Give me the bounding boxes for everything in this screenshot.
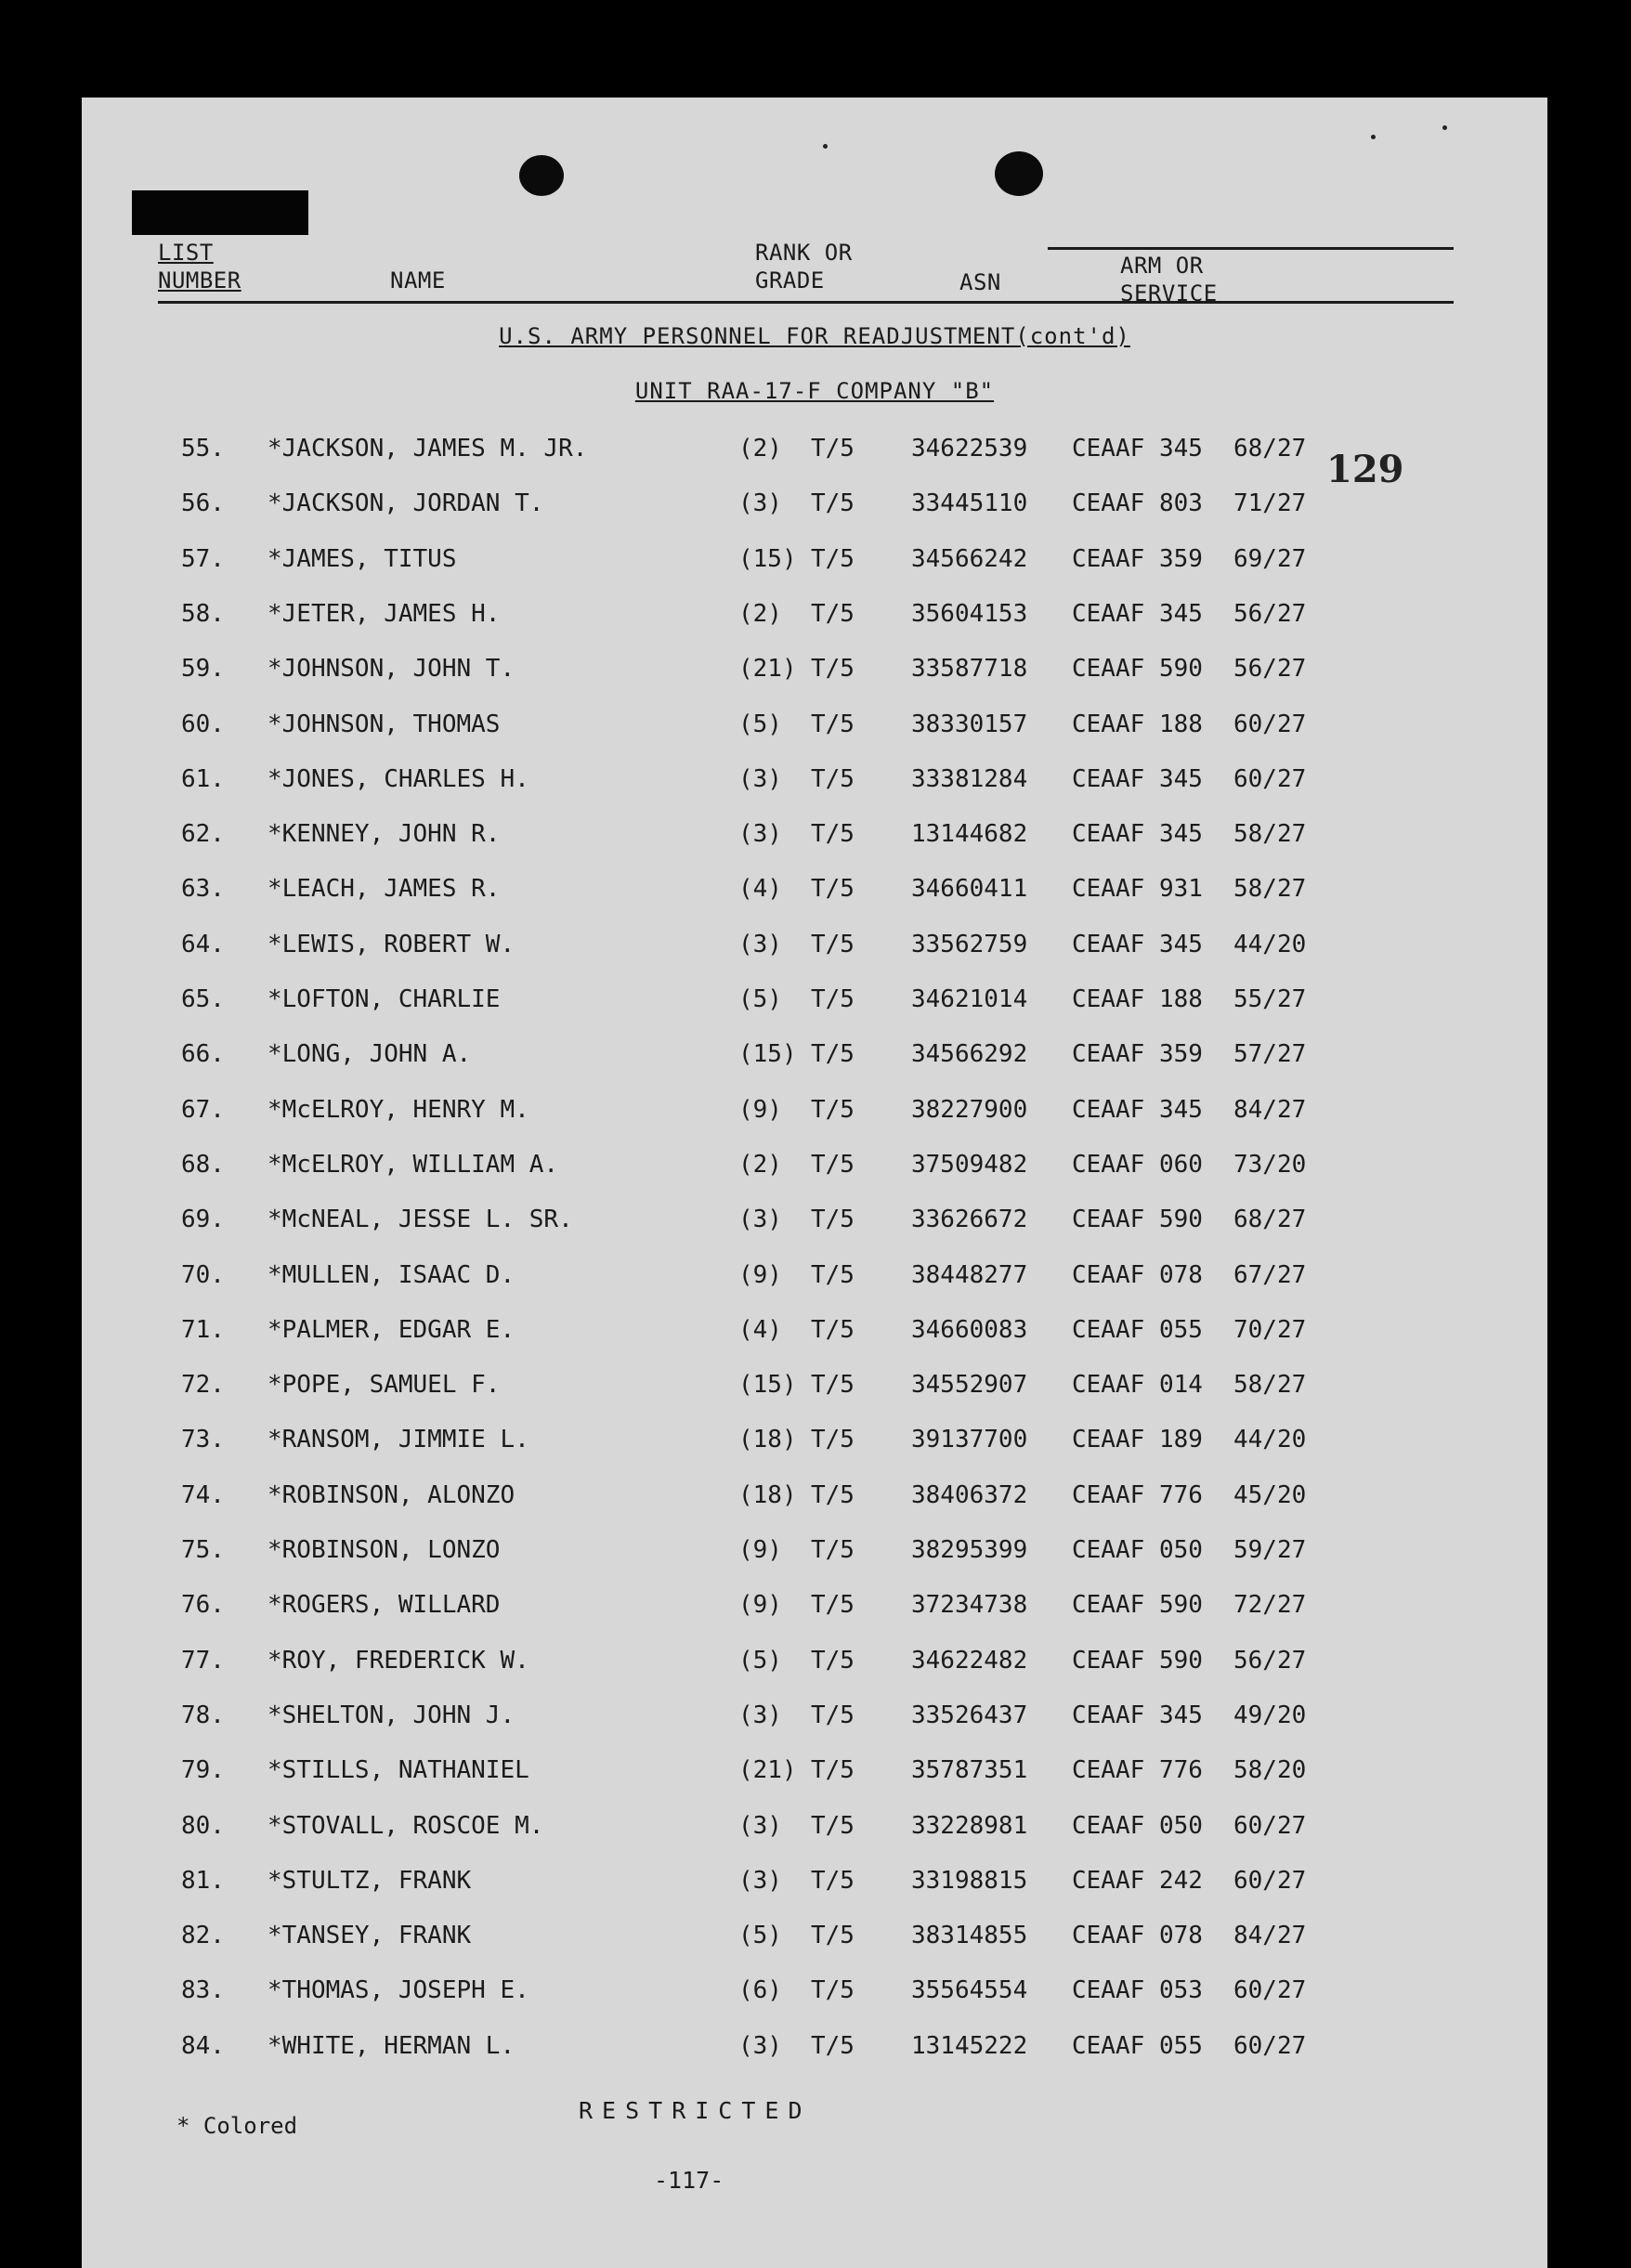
asn-number: 33381284 bbox=[911, 764, 1028, 793]
person-name: *JOHNSON, JOHN T. bbox=[267, 655, 515, 684]
arm-service: CEAAF bbox=[1072, 1260, 1145, 1289]
arm-service: CEAAF bbox=[1072, 764, 1145, 793]
list-number: 82. bbox=[181, 1922, 225, 1950]
person-name: *JONES, CHARLES H. bbox=[267, 764, 529, 793]
service-code: 014 bbox=[1159, 1371, 1203, 1400]
asn-number: 38295399 bbox=[911, 1536, 1028, 1564]
ink-speck bbox=[823, 144, 828, 149]
asn-number: 38406372 bbox=[911, 1480, 1028, 1509]
rank-grade: T/5 bbox=[811, 820, 855, 849]
rank-grade: T/5 bbox=[811, 710, 855, 738]
punch-hole-left bbox=[519, 155, 564, 196]
score-ratio: 44/20 bbox=[1233, 930, 1307, 958]
person-name: *ROGERS, WILLARD bbox=[267, 1591, 501, 1620]
arm-service: CEAAF bbox=[1072, 1315, 1145, 1344]
score-ratio: 59/27 bbox=[1233, 1536, 1307, 1564]
group-number: (6) bbox=[738, 1976, 782, 2005]
service-code: 345 bbox=[1159, 1701, 1203, 1729]
arm-service: CEAAF bbox=[1072, 2031, 1145, 2060]
rank-grade: T/5 bbox=[811, 2031, 855, 2060]
arm-service: CEAAF bbox=[1072, 1206, 1145, 1234]
table-row bbox=[82, 1261, 1547, 1316]
service-code: 776 bbox=[1159, 1756, 1203, 1785]
group-number: (5) bbox=[738, 1646, 782, 1675]
arm-service: CEAAF bbox=[1072, 1866, 1145, 1895]
group-number: (2) bbox=[738, 599, 782, 628]
arm-service: CEAAF bbox=[1072, 599, 1145, 628]
arm-service: CEAAF bbox=[1072, 435, 1145, 463]
score-ratio: 58/27 bbox=[1233, 820, 1307, 849]
service-code: 078 bbox=[1159, 1260, 1203, 1289]
group-number: (9) bbox=[738, 1260, 782, 1289]
score-ratio: 73/20 bbox=[1233, 1150, 1307, 1179]
table-row bbox=[82, 1701, 1547, 1756]
restricted-stamp: RESTRICTED bbox=[579, 2097, 812, 2124]
rank-grade: T/5 bbox=[811, 1866, 855, 1895]
score-ratio: 60/27 bbox=[1233, 764, 1307, 793]
list-number: 70. bbox=[181, 1260, 225, 1289]
arm-service: CEAAF bbox=[1072, 1426, 1145, 1454]
binder-tab bbox=[132, 190, 308, 235]
score-ratio: 60/27 bbox=[1233, 1866, 1307, 1895]
person-name: *STILLS, NATHANIEL bbox=[267, 1756, 529, 1785]
score-ratio: 58/27 bbox=[1233, 875, 1307, 904]
score-ratio: 72/27 bbox=[1233, 1591, 1307, 1620]
list-number: 60. bbox=[181, 710, 225, 738]
group-number: (3) bbox=[738, 2031, 782, 2060]
name-header: NAME bbox=[390, 267, 446, 293]
rank-grade: T/5 bbox=[811, 1976, 855, 2005]
table-row bbox=[82, 1591, 1547, 1646]
arm-service: CEAAF bbox=[1072, 1646, 1145, 1675]
rank-grade: T/5 bbox=[811, 1206, 855, 1234]
service-code: 055 bbox=[1159, 1315, 1203, 1344]
table-row bbox=[82, 1316, 1547, 1371]
group-number: (3) bbox=[738, 930, 782, 958]
arm-service: CEAAF bbox=[1072, 985, 1145, 1013]
group-number: (3) bbox=[738, 764, 782, 793]
service-code: 060 bbox=[1159, 1150, 1203, 1179]
page-number: -117- bbox=[654, 2167, 724, 2194]
table-row bbox=[82, 600, 1547, 655]
person-name: *MULLEN, ISAAC D. bbox=[267, 1260, 515, 1289]
service-code: 776 bbox=[1159, 1480, 1203, 1509]
service-code: 590 bbox=[1159, 655, 1203, 684]
service-code: 590 bbox=[1159, 1206, 1203, 1234]
list-number-header: LIST NUMBER bbox=[158, 240, 241, 293]
service-code: 345 bbox=[1159, 599, 1203, 628]
group-number: (5) bbox=[738, 985, 782, 1013]
ink-speck bbox=[1442, 125, 1447, 130]
asn-number: 34660083 bbox=[911, 1315, 1028, 1344]
asn-number: 34621014 bbox=[911, 985, 1028, 1013]
asn-number: 33445110 bbox=[911, 489, 1028, 518]
list-number: 65. bbox=[181, 985, 225, 1013]
score-ratio: 57/27 bbox=[1233, 1040, 1307, 1069]
arm-service: CEAAF bbox=[1072, 655, 1145, 684]
service-code: 189 bbox=[1159, 1426, 1203, 1454]
service-code: 345 bbox=[1159, 820, 1203, 849]
person-name: *ROBINSON, ALONZO bbox=[267, 1480, 515, 1509]
group-number: (2) bbox=[738, 1150, 782, 1179]
rank-grade: T/5 bbox=[811, 930, 855, 958]
asn-number: 13145222 bbox=[911, 2031, 1028, 2060]
rank-grade: T/5 bbox=[811, 985, 855, 1013]
punch-hole-right bbox=[995, 151, 1043, 196]
table-row bbox=[82, 655, 1547, 710]
arm-service: CEAAF bbox=[1072, 1976, 1145, 2005]
score-ratio: 56/27 bbox=[1233, 1646, 1307, 1675]
rank-grade: T/5 bbox=[811, 1591, 855, 1620]
asn-header: ASN bbox=[959, 269, 1001, 295]
rank-grade: T/5 bbox=[811, 435, 855, 463]
table-row bbox=[82, 545, 1547, 600]
asn-number: 34566242 bbox=[911, 544, 1028, 573]
header-rule-top bbox=[1048, 247, 1454, 250]
score-ratio: 84/27 bbox=[1233, 1922, 1307, 1950]
table-row bbox=[82, 985, 1547, 1040]
person-name: *JOHNSON, THOMAS bbox=[267, 710, 501, 738]
arm-service: CEAAF bbox=[1072, 1701, 1145, 1729]
person-name: *STULTZ, FRANK bbox=[267, 1866, 472, 1895]
score-ratio: 69/27 bbox=[1233, 544, 1307, 573]
group-number: (3) bbox=[738, 1866, 782, 1895]
asn-number: 34660411 bbox=[911, 875, 1028, 904]
service-code: 188 bbox=[1159, 710, 1203, 738]
group-number: (4) bbox=[738, 875, 782, 904]
group-number: (3) bbox=[738, 1701, 782, 1729]
rank-grade: T/5 bbox=[811, 1756, 855, 1785]
list-number: 69. bbox=[181, 1206, 225, 1234]
service-code: 242 bbox=[1159, 1866, 1203, 1895]
score-ratio: 56/27 bbox=[1233, 655, 1307, 684]
arm-service: CEAAF bbox=[1072, 1811, 1145, 1840]
list-number: 72. bbox=[181, 1371, 225, 1400]
asn-number: 34566292 bbox=[911, 1040, 1028, 1069]
rank-grade: T/5 bbox=[811, 1922, 855, 1950]
service-code: 590 bbox=[1159, 1646, 1203, 1675]
table-row bbox=[82, 1976, 1547, 2031]
list-number: 59. bbox=[181, 655, 225, 684]
rank-grade: T/5 bbox=[811, 1701, 855, 1729]
asn-number: 37234738 bbox=[911, 1591, 1028, 1620]
rank-grade: T/5 bbox=[811, 655, 855, 684]
person-name: *JACKSON, JORDAN T. bbox=[267, 489, 544, 518]
unit-subtitle: UNIT RAA-17-F COMPANY "B" bbox=[634, 378, 995, 404]
table-row bbox=[82, 1096, 1547, 1151]
table-row bbox=[82, 1922, 1547, 1976]
service-code: 078 bbox=[1159, 1922, 1203, 1950]
score-ratio: 49/20 bbox=[1233, 1701, 1307, 1729]
person-name: *STOVALL, ROSCOE M. bbox=[267, 1811, 544, 1840]
person-name: *KENNEY, JOHN R. bbox=[267, 820, 501, 849]
table-row bbox=[82, 1756, 1547, 1811]
person-name: *ROBINSON, LONZO bbox=[267, 1536, 501, 1564]
rank-grade: T/5 bbox=[811, 1040, 855, 1069]
asn-number: 39137700 bbox=[911, 1426, 1028, 1454]
group-number: (3) bbox=[738, 1206, 782, 1234]
rank-grade: T/5 bbox=[811, 1646, 855, 1675]
table-row bbox=[82, 875, 1547, 930]
service-code: 345 bbox=[1159, 930, 1203, 958]
rank-grade: T/5 bbox=[811, 1536, 855, 1564]
group-number: (3) bbox=[738, 1811, 782, 1840]
person-name: *McNEAL, JESSE L. SR. bbox=[267, 1206, 573, 1234]
arm-service: CEAAF bbox=[1072, 544, 1145, 573]
rank-grade: T/5 bbox=[811, 875, 855, 904]
score-ratio: 84/27 bbox=[1233, 1095, 1307, 1124]
arm-service: CEAAF bbox=[1072, 1150, 1145, 1179]
table-row bbox=[82, 931, 1547, 985]
score-ratio: 68/27 bbox=[1233, 1206, 1307, 1234]
asn-number: 35604153 bbox=[911, 599, 1028, 628]
list-number: 57. bbox=[181, 544, 225, 573]
list-number: 77. bbox=[181, 1646, 225, 1675]
service-code: 050 bbox=[1159, 1536, 1203, 1564]
score-ratio: 55/27 bbox=[1233, 985, 1307, 1013]
service-code: 345 bbox=[1159, 764, 1203, 793]
rank-grade: T/5 bbox=[811, 1095, 855, 1124]
list-number: 74. bbox=[181, 1480, 225, 1509]
list-number: 73. bbox=[181, 1426, 225, 1454]
person-name: *PALMER, EDGAR E. bbox=[267, 1315, 515, 1344]
service-code: 803 bbox=[1159, 489, 1203, 518]
asn-number: 35787351 bbox=[911, 1756, 1028, 1785]
person-name: *WHITE, HERMAN L. bbox=[267, 2031, 515, 2060]
rank-grade: T/5 bbox=[811, 544, 855, 573]
arm-service: CEAAF bbox=[1072, 489, 1145, 518]
service-code: 359 bbox=[1159, 1040, 1203, 1069]
score-ratio: 67/27 bbox=[1233, 1260, 1307, 1289]
arm-service: CEAAF bbox=[1072, 930, 1145, 958]
table-row bbox=[82, 1536, 1547, 1591]
table-row bbox=[82, 489, 1547, 544]
service-code: 359 bbox=[1159, 544, 1203, 573]
group-number: (4) bbox=[738, 1315, 782, 1344]
table-row bbox=[82, 710, 1547, 765]
footnote: * Colored bbox=[176, 2113, 298, 2139]
table-row bbox=[82, 435, 1547, 489]
group-number: (18) bbox=[738, 1480, 797, 1509]
score-ratio: 68/27 bbox=[1233, 435, 1307, 463]
score-ratio: 45/20 bbox=[1233, 1480, 1307, 1509]
service-code: 050 bbox=[1159, 1811, 1203, 1840]
score-ratio: 56/27 bbox=[1233, 599, 1307, 628]
arm-service: CEAAF bbox=[1072, 1095, 1145, 1124]
arm-service: CEAAF bbox=[1072, 1591, 1145, 1620]
group-number: (21) bbox=[738, 655, 797, 684]
arm-service: CEAAF bbox=[1072, 1480, 1145, 1509]
list-number: 63. bbox=[181, 875, 225, 904]
arm-service-header: ARM OR SERVICE bbox=[1120, 253, 1218, 306]
group-number: (9) bbox=[738, 1095, 782, 1124]
person-name: *LONG, JOHN A. bbox=[267, 1040, 472, 1069]
rank-grade: T/5 bbox=[811, 1150, 855, 1179]
list-number: 83. bbox=[181, 1976, 225, 2005]
list-number: 58. bbox=[181, 599, 225, 628]
asn-number: 33526437 bbox=[911, 1701, 1028, 1729]
rank-grade: T/5 bbox=[811, 489, 855, 518]
ink-speck bbox=[1371, 135, 1376, 139]
group-number: (5) bbox=[738, 1922, 782, 1950]
group-number: (15) bbox=[738, 544, 797, 573]
asn-number: 33587718 bbox=[911, 655, 1028, 684]
asn-number: 33562759 bbox=[911, 930, 1028, 958]
asn-number: 34622539 bbox=[911, 435, 1028, 463]
list-number: 84. bbox=[181, 2031, 225, 2060]
table-row bbox=[82, 1371, 1547, 1426]
arm-service: CEAAF bbox=[1072, 820, 1145, 849]
asn-number: 35564554 bbox=[911, 1976, 1028, 2005]
list-number: 75. bbox=[181, 1536, 225, 1564]
arm-service: CEAAF bbox=[1072, 1536, 1145, 1564]
group-number: (21) bbox=[738, 1756, 797, 1785]
asn-number: 38448277 bbox=[911, 1260, 1028, 1289]
table-row bbox=[82, 1647, 1547, 1701]
arm-service: CEAAF bbox=[1072, 1040, 1145, 1069]
table-row bbox=[82, 1151, 1547, 1206]
list-number: 68. bbox=[181, 1150, 225, 1179]
arm-service: CEAAF bbox=[1072, 1922, 1145, 1950]
table-row bbox=[82, 1812, 1547, 1867]
arm-service: CEAAF bbox=[1072, 1756, 1145, 1785]
group-number: (2) bbox=[738, 435, 782, 463]
service-code: 345 bbox=[1159, 1095, 1203, 1124]
person-name: *LOFTON, CHARLIE bbox=[267, 985, 501, 1013]
asn-number: 33228981 bbox=[911, 1811, 1028, 1840]
rank-grade: T/5 bbox=[811, 764, 855, 793]
person-name: *TANSEY, FRANK bbox=[267, 1922, 472, 1950]
arm-service: CEAAF bbox=[1072, 875, 1145, 904]
person-name: *RANSOM, JIMMIE L. bbox=[267, 1426, 529, 1454]
service-code: 345 bbox=[1159, 435, 1203, 463]
asn-number: 38227900 bbox=[911, 1095, 1028, 1124]
list-number: 64. bbox=[181, 930, 225, 958]
person-name: *POPE, SAMUEL F. bbox=[267, 1371, 501, 1400]
rank-grade: T/5 bbox=[811, 1260, 855, 1289]
asn-number: 38314855 bbox=[911, 1922, 1028, 1950]
asn-number: 13144682 bbox=[911, 820, 1028, 849]
rank-grade: T/5 bbox=[811, 1315, 855, 1344]
group-number: (3) bbox=[738, 489, 782, 518]
person-name: *JETER, JAMES H. bbox=[267, 599, 501, 628]
table-row bbox=[82, 1481, 1547, 1536]
table-row bbox=[82, 820, 1547, 875]
list-number: 55. bbox=[181, 435, 225, 463]
list-number: 61. bbox=[181, 764, 225, 793]
person-name: *McELROY, HENRY M. bbox=[267, 1095, 529, 1124]
table-row bbox=[82, 1040, 1547, 1095]
document-title: U.S. ARMY PERSONNEL FOR READJUSTMENT(cont'd) bbox=[499, 323, 1130, 349]
person-name: *SHELTON, JOHN J. bbox=[267, 1701, 515, 1729]
asn-number: 34552907 bbox=[911, 1371, 1028, 1400]
side-number: 129 bbox=[1326, 448, 1404, 491]
group-number: (15) bbox=[738, 1040, 797, 1069]
group-number: (5) bbox=[738, 710, 782, 738]
table-row bbox=[82, 1867, 1547, 1922]
list-number: 66. bbox=[181, 1040, 225, 1069]
asn-number: 38330157 bbox=[911, 710, 1028, 738]
score-ratio: 60/27 bbox=[1233, 710, 1307, 738]
table-row bbox=[82, 1426, 1547, 1480]
list-number: 79. bbox=[181, 1756, 225, 1785]
group-number: (15) bbox=[738, 1371, 797, 1400]
table-row bbox=[82, 2032, 1547, 2087]
person-name: *THOMAS, JOSEPH E. bbox=[267, 1976, 529, 2005]
group-number: (3) bbox=[738, 820, 782, 849]
group-number: (18) bbox=[738, 1426, 797, 1454]
header-rule-bottom bbox=[158, 301, 1454, 304]
person-name: *LEACH, JAMES R. bbox=[267, 875, 501, 904]
list-number: 62. bbox=[181, 820, 225, 849]
rank-grade-header: RANK OR GRADE bbox=[755, 240, 853, 293]
score-ratio: 71/27 bbox=[1233, 489, 1307, 518]
service-code: 055 bbox=[1159, 2031, 1203, 2060]
score-ratio: 58/27 bbox=[1233, 1371, 1307, 1400]
score-ratio: 44/20 bbox=[1233, 1426, 1307, 1454]
person-name: *JACKSON, JAMES M. JR. bbox=[267, 435, 588, 463]
score-ratio: 60/27 bbox=[1233, 1976, 1307, 2005]
service-code: 931 bbox=[1159, 875, 1203, 904]
asn-number: 37509482 bbox=[911, 1150, 1028, 1179]
arm-service: CEAAF bbox=[1072, 710, 1145, 738]
asn-number: 33198815 bbox=[911, 1866, 1028, 1895]
list-number: 56. bbox=[181, 489, 225, 518]
rank-grade: T/5 bbox=[811, 1426, 855, 1454]
list-number: 81. bbox=[181, 1866, 225, 1895]
list-number: 71. bbox=[181, 1315, 225, 1344]
person-name: *ROY, FREDERICK W. bbox=[267, 1646, 529, 1675]
list-number: 78. bbox=[181, 1701, 225, 1729]
asn-number: 34622482 bbox=[911, 1646, 1028, 1675]
document-page bbox=[82, 98, 1547, 2268]
score-ratio: 58/20 bbox=[1233, 1756, 1307, 1785]
list-number: 80. bbox=[181, 1811, 225, 1840]
asn-number: 33626672 bbox=[911, 1206, 1028, 1234]
rank-grade: T/5 bbox=[811, 599, 855, 628]
list-number: 67. bbox=[181, 1095, 225, 1124]
arm-service: CEAAF bbox=[1072, 1371, 1145, 1400]
person-name: *LEWIS, ROBERT W. bbox=[267, 930, 515, 958]
group-number: (9) bbox=[738, 1536, 782, 1564]
rank-grade: T/5 bbox=[811, 1811, 855, 1840]
table-row bbox=[82, 765, 1547, 820]
service-code: 188 bbox=[1159, 985, 1203, 1013]
score-ratio: 60/27 bbox=[1233, 2031, 1307, 2060]
service-code: 590 bbox=[1159, 1591, 1203, 1620]
score-ratio: 70/27 bbox=[1233, 1315, 1307, 1344]
score-ratio: 60/27 bbox=[1233, 1811, 1307, 1840]
rank-grade: T/5 bbox=[811, 1480, 855, 1509]
service-code: 053 bbox=[1159, 1976, 1203, 2005]
person-name: *JAMES, TITUS bbox=[267, 544, 457, 573]
list-number: 76. bbox=[181, 1591, 225, 1620]
table-row bbox=[82, 1206, 1547, 1260]
group-number: (9) bbox=[738, 1591, 782, 1620]
rank-grade: T/5 bbox=[811, 1371, 855, 1400]
person-name: *McELROY, WILLIAM A. bbox=[267, 1150, 559, 1179]
